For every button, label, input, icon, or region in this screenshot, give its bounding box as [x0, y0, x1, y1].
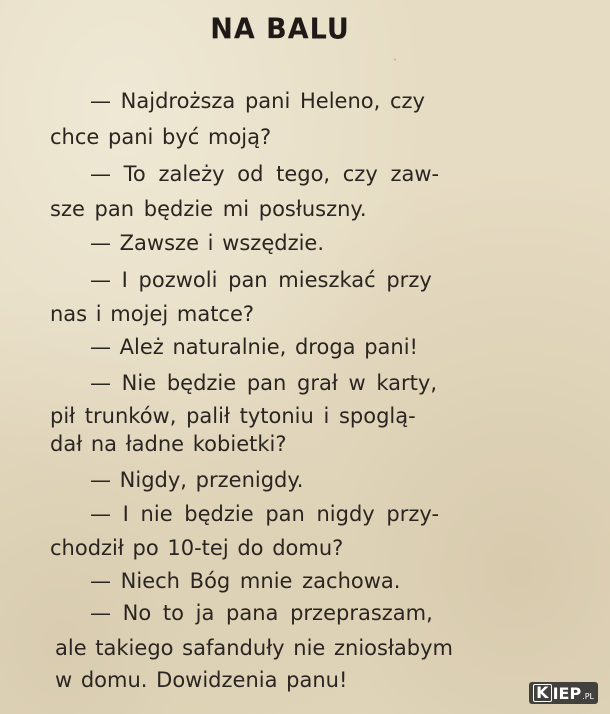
article-title: NA BALU: [210, 13, 350, 46]
dialogue-line: sze pan będzie mi posłuszny.: [50, 197, 367, 221]
kiep-logo[interactable]: [529, 682, 598, 704]
dialogue-line: — Ależ naturalnie, droga pani!: [90, 335, 418, 359]
dialogue-line: — Najdroższa pani Heleno, czy: [90, 89, 425, 113]
dialogue-line: — I pozwoli pan mieszkać przy: [90, 268, 432, 292]
dialogue-line: — Zawsze i wszędzie.: [90, 231, 325, 255]
dialogue-line: — Nie będzie pan grał w karty,: [90, 371, 437, 395]
dialogue-line: — No to ja pana przepraszam,: [90, 601, 433, 625]
logo-suffix: .PL: [582, 692, 594, 701]
dialogue-line: — Niech Bóg mnie zachowa.: [90, 569, 401, 593]
dialogue-line: nas i mojej matce?: [50, 302, 255, 326]
dialogue-line: — I nie będzie pan nigdy przy-: [90, 502, 440, 526]
dialogue-line: — Nigdy, przenigdy.: [90, 468, 304, 492]
dialogue-line: ale takiego safanduły nie zniosłabym: [55, 636, 454, 660]
logo-letter: K: [533, 684, 551, 702]
dialogue-line: chce pani być moją?: [50, 125, 272, 149]
dialogue-line: — To zależy od tego, czy zaw-: [90, 162, 440, 186]
dialogue-line: chodził po 10-tej do domu?: [50, 536, 344, 560]
dialogue-line: pił trunków, palił tytoniu i spoglą-: [50, 404, 416, 428]
paper-speck: ˎ: [393, 50, 398, 61]
dialogue-line: w domu. Dowidzenia panu!: [55, 668, 348, 692]
logo-text: IEP: [552, 683, 582, 703]
dialogue-line: dał na ładne kobietki?: [50, 432, 287, 456]
